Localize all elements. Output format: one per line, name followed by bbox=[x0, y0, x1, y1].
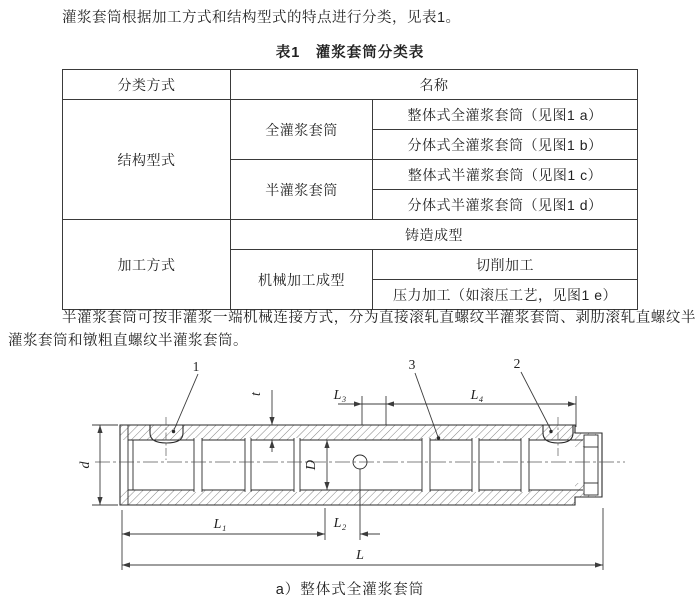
table-title: 表1 灌浆套筒分类表 bbox=[275, 45, 425, 61]
figure-caption: a）整体式全灌浆套筒 bbox=[275, 582, 425, 598]
svg-text:L: L bbox=[356, 548, 364, 563]
svg-text:d: d bbox=[78, 461, 93, 469]
svg-text:L₂: L₂ bbox=[333, 516, 347, 531]
classification-table bbox=[62, 69, 638, 310]
svg-text:D: D bbox=[304, 459, 319, 471]
dim-d bbox=[78, 425, 118, 505]
body-paragraph: 半灌浆套筒可按非灌浆一端机械连接方式，分为直接滚轧直螺纹半灌浆套筒、剥肋滚轧直螺纹半灌浆套筒和镦粗直螺纹半灌浆套筒。 bbox=[8, 310, 696, 349]
table-cell: 整体式全灌浆套筒（见图1 a） bbox=[373, 100, 638, 130]
svg-text:1: 1 bbox=[192, 359, 200, 374]
dim-L1-L2 bbox=[122, 516, 380, 537]
table-cell: 压力加工（如滚压工艺，见图1 e） bbox=[373, 280, 638, 310]
part-leader-2 bbox=[514, 356, 553, 433]
svg-text:t: t bbox=[249, 392, 264, 396]
table-cell: 铸造成型 bbox=[231, 220, 638, 250]
table-row bbox=[63, 100, 638, 130]
intro-paragraph: 灌浆套筒根据加工方式和结构型式的特点进行分类，见表1。 bbox=[62, 10, 461, 26]
table-cell: 半灌浆套筒 bbox=[231, 160, 373, 220]
internal-ribs bbox=[194, 438, 529, 492]
svg-text:2: 2 bbox=[513, 356, 521, 371]
table-cell: 结构型式 bbox=[63, 100, 231, 220]
table-row bbox=[63, 220, 638, 250]
figure-1a-drawing bbox=[0, 353, 700, 604]
svg-text:L₁: L₁ bbox=[213, 517, 227, 532]
dim-t bbox=[249, 390, 275, 452]
table-header-cell: 名称 bbox=[231, 70, 638, 100]
table-cell: 全灌浆套筒 bbox=[231, 100, 373, 160]
table-cell: 切削加工 bbox=[373, 250, 638, 280]
sleeve-wall-hatching bbox=[120, 425, 596, 505]
svg-text:L₄: L₄ bbox=[470, 388, 484, 403]
table-cell: 加工方式 bbox=[63, 220, 231, 310]
table-cell: 机械加工成型 bbox=[231, 250, 373, 310]
svg-text:3: 3 bbox=[408, 357, 416, 372]
table-cell: 整体式半灌浆套筒（见图1 c） bbox=[373, 160, 638, 190]
part-leader-1 bbox=[172, 359, 200, 433]
dim-D bbox=[304, 440, 330, 490]
svg-text:L₃: L₃ bbox=[333, 388, 347, 403]
table-row bbox=[63, 70, 638, 100]
dim-L bbox=[122, 548, 603, 568]
table-cell: 分体式全灌浆套筒（见图1 b） bbox=[373, 130, 638, 160]
table-header-cell: 分类方式 bbox=[63, 70, 231, 100]
table-cell: 分体式半灌浆套筒（见图1 d） bbox=[373, 190, 638, 220]
end-seal-ring bbox=[584, 435, 598, 495]
